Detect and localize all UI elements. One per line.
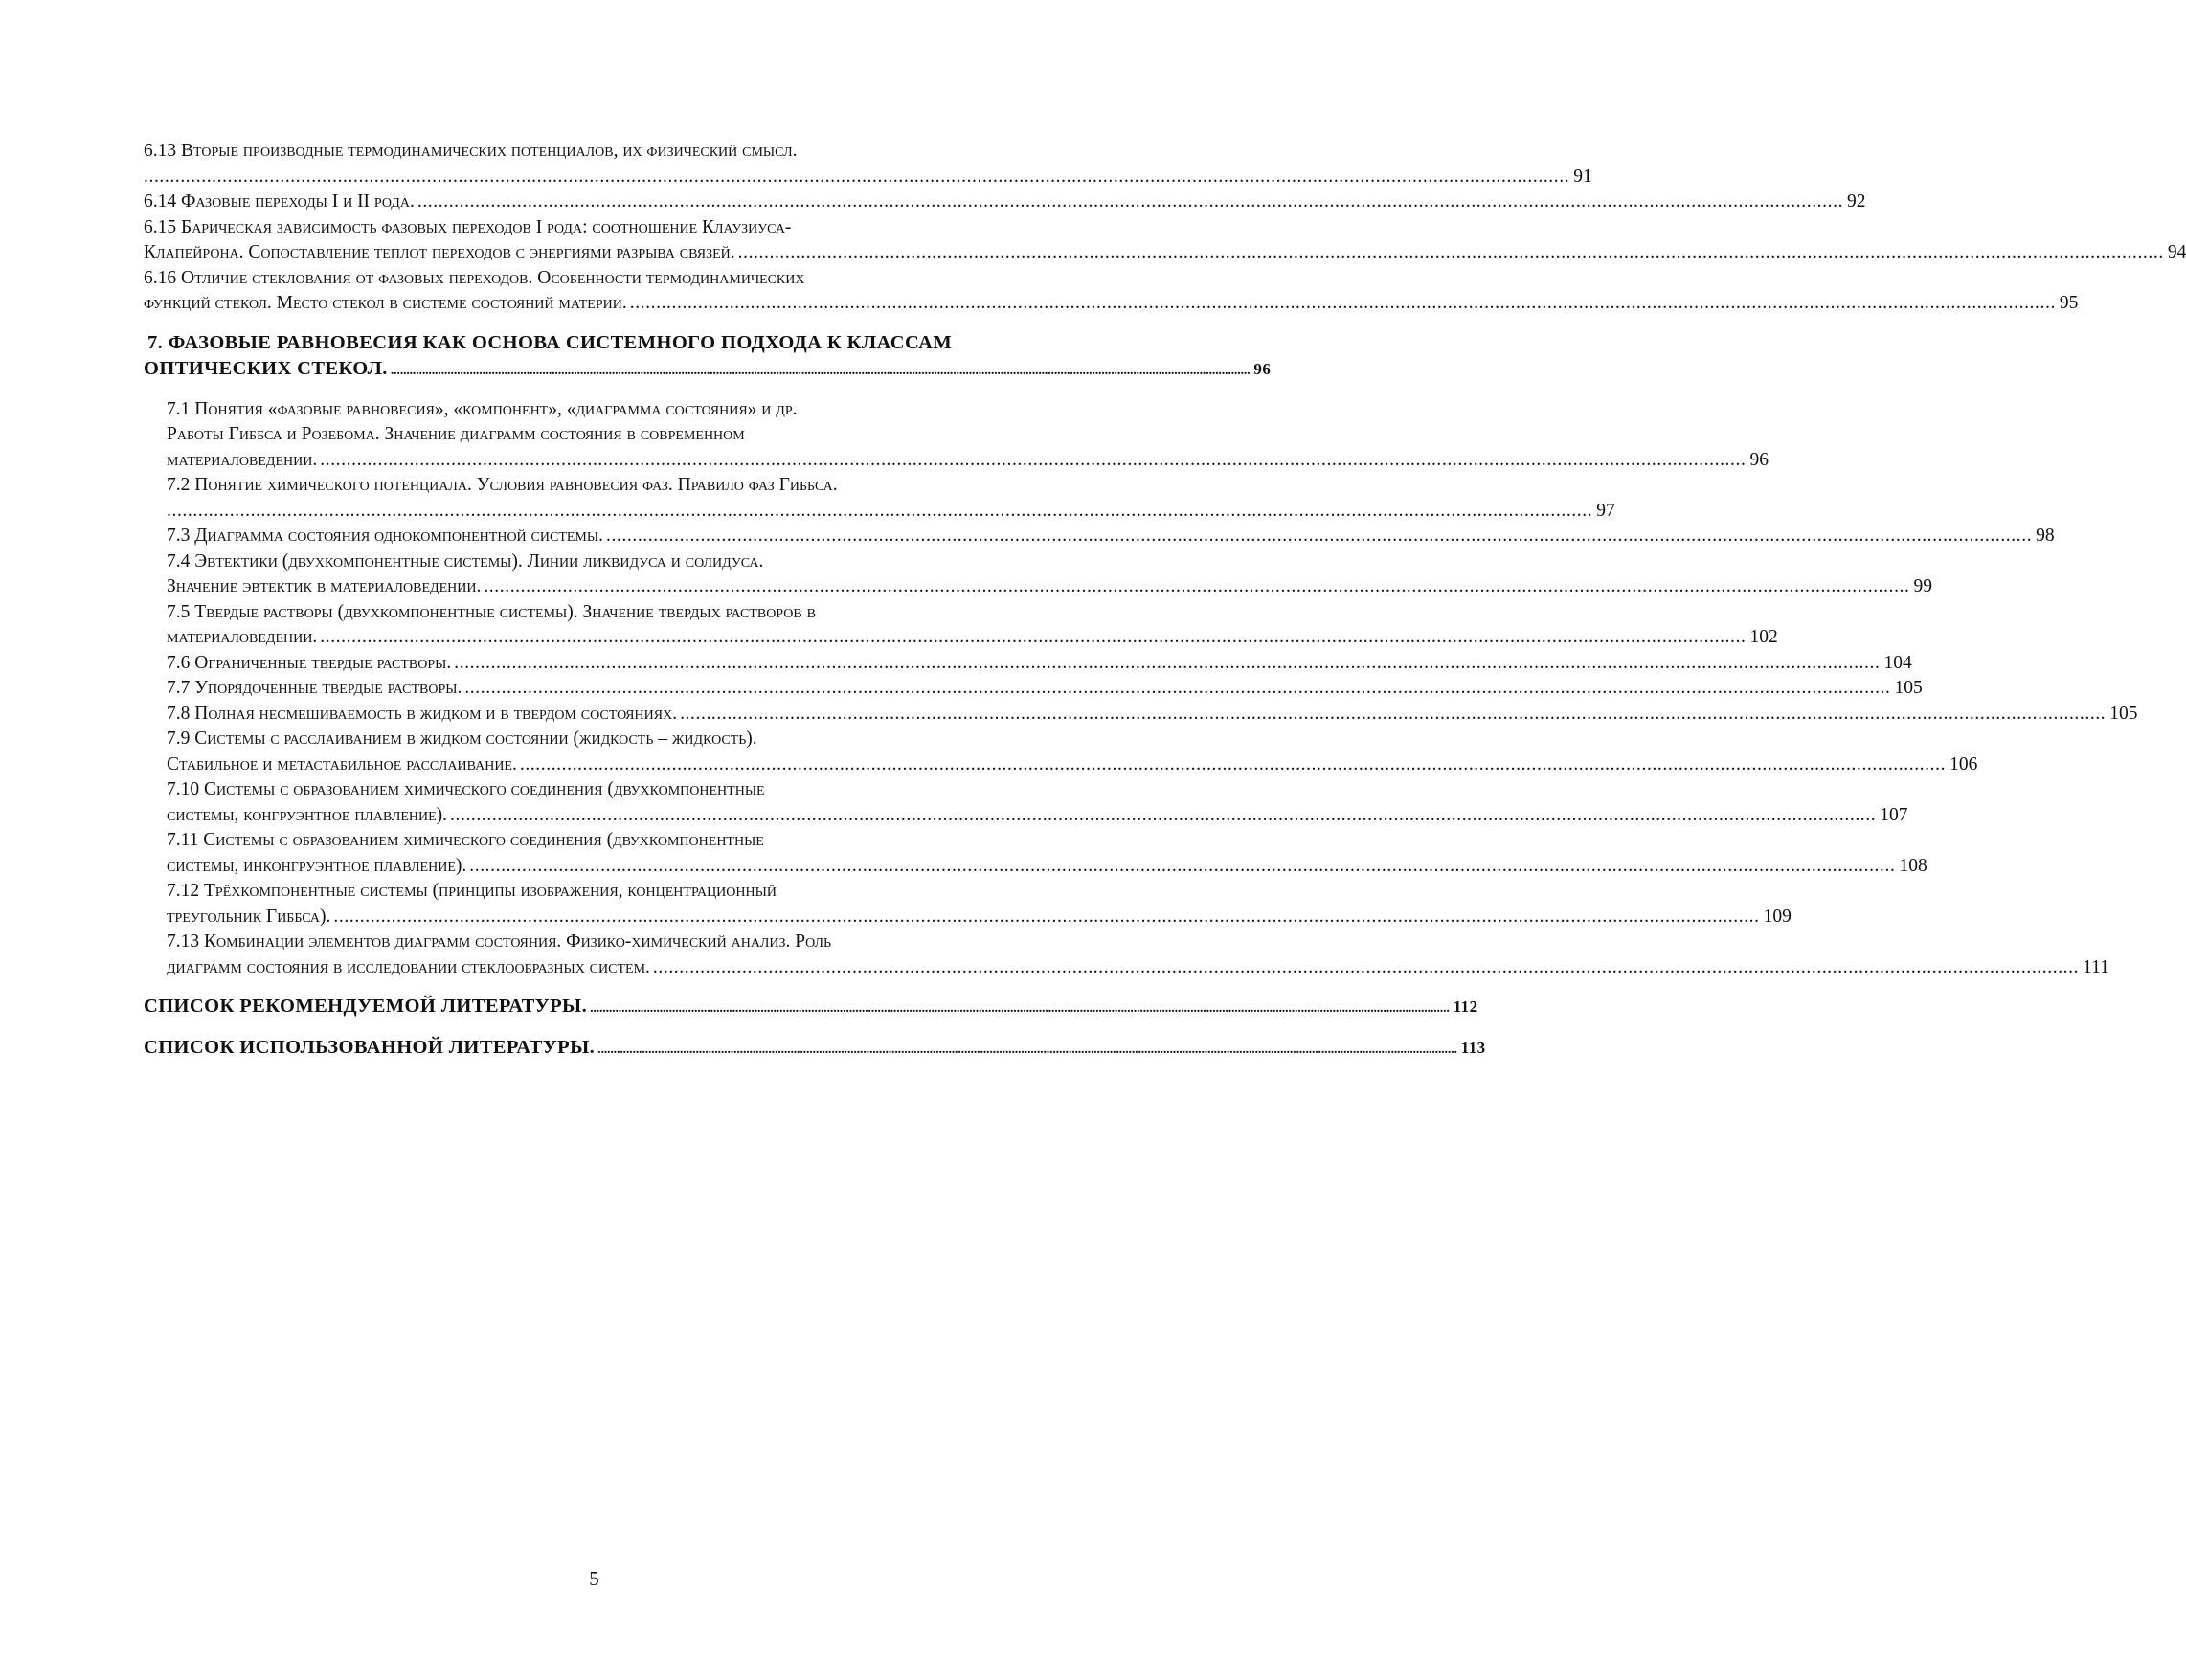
- recommended-literature-title: СПИСОК РЕКОМЕНДУЕМОЙ ЛИТЕРАТУРЫ.: [144, 996, 588, 1017]
- toc-entry[interactable]: [144, 190, 1866, 215]
- chapter-7-title-line-1: 7. ФАЗОВЫЕ РАВНОВЕСИЯ КАК ОСНОВА СИСТЕМНОГО ПОДХОДА К КЛАССАМ: [147, 331, 953, 353]
- section-6-entries: [144, 139, 2186, 317]
- toc-entry-line: 7.5 Твердые растворы (двухкомпонентные системы). Значение твердых растворов в: [167, 601, 816, 622]
- recommended-literature-entry[interactable]: [144, 994, 1478, 1021]
- toc-entry[interactable]: [167, 727, 1978, 777]
- leader-dots: [469, 854, 1895, 880]
- toc-entry[interactable]: [167, 397, 1769, 474]
- toc-entry-page: 99: [1913, 576, 1933, 596]
- toc-entry-last-line: [167, 676, 1923, 702]
- toc-entry-last-line: [144, 190, 1866, 215]
- leader-dots: [738, 240, 2164, 266]
- toc-entry-line: 7.4 Эвтектики (двухкомпонентные системы). Линии ликвидуса и солидуса.: [167, 550, 764, 571]
- toc-entry-last-line: [144, 240, 2186, 266]
- recommended-literature-page: 112: [1453, 997, 1478, 1016]
- toc-entry-text: Клапейрона. Сопоставление теплот переходов с энергиями разрыва связей.: [144, 242, 735, 262]
- toc-entry[interactable]: [167, 676, 1923, 702]
- used-literature-page: 113: [1460, 1039, 1486, 1057]
- leader-dots: [484, 574, 1909, 600]
- chapter-7-title-line-2: [144, 356, 1272, 384]
- toc-entry-page: 105: [2109, 703, 2138, 724]
- leader-dots: [320, 625, 1746, 651]
- toc-entry-text: системы, конгруэнтное плавление).: [167, 804, 448, 825]
- toc-entry[interactable]: [167, 473, 1615, 524]
- toc-entry[interactable]: [167, 702, 2138, 728]
- toc-entry-text: 6.14 Фазовые переходы I и II рода.: [144, 191, 415, 212]
- leader-dots: [391, 356, 1251, 384]
- toc-entry-line: Работы Гиббса и Розебома. Значение диаграмм состояния в современном: [167, 424, 745, 444]
- leader-dots: [144, 165, 1569, 190]
- leader-dots: [590, 994, 1450, 1021]
- toc-entry-last-line: [167, 752, 1978, 778]
- toc-entry-line: 6.16 Отличие стеклования от фазовых переходов. Особенности термодинамических: [144, 267, 805, 288]
- toc-entry-page: 95: [2059, 293, 2079, 313]
- toc-entry-line: 7.9 Системы с расслаиванием в жидком состоянии (жидкость – жидкость).: [167, 728, 757, 749]
- toc-entry[interactable]: [167, 828, 1927, 879]
- toc-entry[interactable]: [167, 600, 1778, 651]
- toc-entry-text: треугольник Гиббса).: [167, 906, 331, 927]
- leader-dots: [417, 190, 1843, 215]
- toc-entry-last-line: [167, 499, 1615, 525]
- toc-entry[interactable]: [167, 524, 2055, 549]
- toc-entry-text: 7.6 Ограниченные твердые растворы.: [167, 652, 452, 673]
- leader-dots: [680, 702, 2106, 728]
- toc-entry-last-line: [167, 625, 1778, 651]
- toc-entry-page: 91: [1573, 166, 1592, 187]
- toc-entry[interactable]: [167, 879, 1792, 930]
- toc-entry-page: 97: [1596, 500, 1615, 521]
- leader-dots: [454, 651, 1880, 677]
- recommended-literature-line: [144, 994, 1478, 1021]
- toc-entry-line: 7.10 Системы с образованием химического соединения (двухкомпонентные: [167, 779, 765, 799]
- leader-dots: [333, 905, 1759, 930]
- leader-dots: [520, 752, 1946, 778]
- toc-entry-last-line: [167, 803, 1908, 829]
- toc-entry-last-line: [167, 702, 2138, 728]
- toc-entry-last-line: [167, 955, 2109, 981]
- chapter-7-title-text: ОПТИЧЕСКИХ СТЕКОЛ.: [144, 357, 388, 379]
- toc-entry[interactable]: [167, 549, 1933, 600]
- toc-entry-text: 7.8 Полная несмешиваемость в жидком и в твердом состояниях.: [167, 703, 678, 724]
- chapter-7-page: 96: [1253, 359, 1272, 378]
- toc-entry-page: 98: [2036, 526, 2055, 546]
- toc-entry-last-line: [144, 291, 2079, 317]
- leader-dots: [450, 803, 1876, 829]
- leader-dots: [320, 448, 1746, 474]
- toc-entry-page: 96: [1749, 449, 1769, 470]
- used-literature-entry[interactable]: [144, 1035, 1486, 1063]
- toc-entry-last-line: [167, 524, 2055, 549]
- toc-entry[interactable]: [167, 651, 1912, 677]
- leader-dots: [167, 499, 1592, 525]
- toc-entry-text: Значение эвтектик в материаловедении.: [167, 576, 482, 596]
- toc-entry-line: 7.13 Комбинации элементов диаграмм состояния. Физико-химический анализ. Роль: [167, 931, 832, 952]
- toc-entry-last-line: [167, 905, 1792, 930]
- table-of-contents: [144, 139, 2186, 1063]
- toc-entry-text: функций стекол. Место стекол в системе состояний материи.: [144, 293, 627, 313]
- toc-entry-last-line: [167, 574, 1933, 600]
- toc-entry-last-line: [144, 165, 1592, 190]
- toc-entry[interactable]: [167, 777, 1908, 828]
- toc-entry-text: материаловедении.: [167, 627, 318, 647]
- toc-entry-line: 7.2 Понятие химического потенциала. Условия равновесия фаз. Правило фаз Гиббса.: [167, 475, 838, 495]
- toc-entry-page: 107: [1880, 804, 1908, 825]
- toc-entry-page: 104: [1883, 652, 1912, 673]
- used-literature-line: [144, 1035, 1486, 1063]
- toc-entry-page: 92: [1847, 191, 1866, 212]
- toc-entry[interactable]: [144, 266, 2079, 317]
- page-number: 5: [589, 1567, 599, 1590]
- toc-entry-text: материаловедении.: [167, 449, 318, 470]
- toc-entry-line: 7.1 Понятия «фазовые равновесия», «компонент», «диаграмма состояния» и др.: [167, 398, 798, 419]
- toc-entry-text: диаграмм состояния в исследовании стеклообразных систем.: [167, 956, 650, 977]
- toc-entry-page: 111: [2083, 956, 2109, 977]
- toc-entry-line: 7.11 Системы с образованием химического соединения (двухкомпонентные: [167, 830, 764, 850]
- toc-entry-line: 7.12 Трёхкомпонентные системы (принципы изображения, концентрационный: [167, 881, 777, 901]
- leader-dots: [606, 524, 2032, 549]
- leader-dots: [630, 291, 2056, 317]
- leader-dots: [464, 676, 1890, 702]
- toc-entry-line: 6.15 Барическая зависимость фазовых переходов I рода: соотношение Клаузиуса-: [144, 216, 792, 237]
- toc-entry-page: 105: [1894, 678, 1923, 698]
- toc-entry-text: 7.7 Упорядоченные твердые растворы.: [167, 678, 462, 698]
- toc-entry[interactable]: [144, 215, 2186, 266]
- toc-entry[interactable]: [144, 139, 1592, 190]
- toc-entry-text: Стабильное и метастабильное расслаивание.: [167, 753, 517, 774]
- leader-dots: [597, 1035, 1457, 1063]
- toc-entry-last-line: [167, 854, 1927, 880]
- toc-entry-last-line: [167, 448, 1769, 474]
- toc-entry[interactable]: [167, 930, 2109, 980]
- toc-entry-page: 108: [1899, 855, 1927, 876]
- toc-entry-last-line: [167, 651, 1912, 677]
- toc-entry-text: системы, инконгруэнтное плавление).: [167, 855, 467, 876]
- toc-entry-page: 109: [1763, 906, 1792, 927]
- chapter-7-heading[interactable]: [144, 330, 1272, 384]
- leader-dots: [653, 955, 2079, 981]
- toc-entry-page: 106: [1949, 753, 1978, 774]
- toc-entry-text: 7.3 Диаграмма состояния однокомпонентной системы.: [167, 526, 603, 546]
- used-literature-title: СПИСОК ИСПОЛЬЗОВАННОЙ ЛИТЕРАТУРЫ.: [144, 1037, 596, 1058]
- section-7-entries: [144, 397, 2138, 981]
- toc-entry-page: 94: [2167, 242, 2186, 262]
- toc-entry-line: 6.13 Вторые производные термодинамических потенциалов, их физический смысл.: [144, 141, 798, 161]
- toc-entry-page: 102: [1749, 627, 1778, 647]
